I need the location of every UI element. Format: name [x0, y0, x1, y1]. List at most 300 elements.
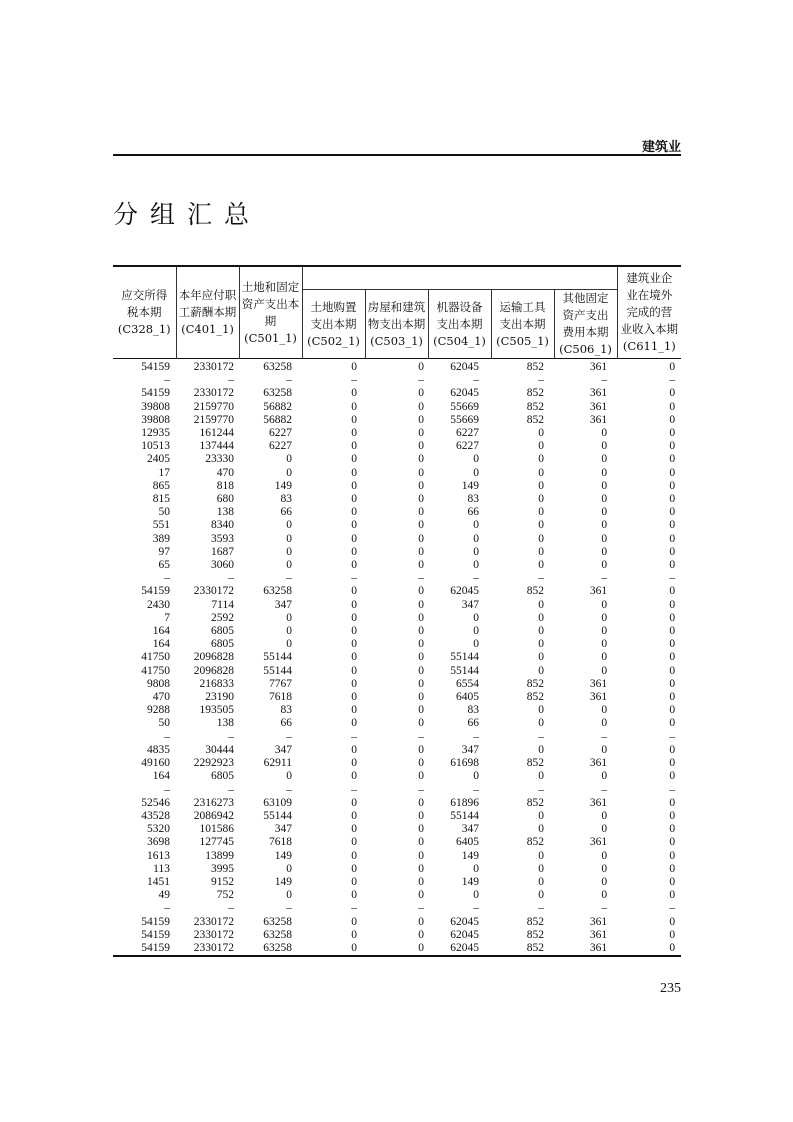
table-cell: – — [286, 730, 292, 743]
table-cell: 2330172 — [193, 941, 234, 954]
table-row — [113, 374, 681, 387]
table-cell: 0 — [286, 625, 292, 638]
table-cell: – — [538, 374, 544, 387]
table-cell: 8340 — [211, 519, 234, 532]
table-cell: 2330172 — [193, 928, 234, 941]
table-cell: 0 — [601, 598, 608, 611]
table-cell: – — [473, 730, 479, 743]
table-cell: 361 — [589, 836, 608, 849]
column-header-line: 土地和固定 — [241, 279, 300, 294]
table-row — [113, 585, 681, 598]
table-cell: – — [669, 783, 676, 796]
table-row — [113, 453, 681, 466]
table-cell: 54159 — [141, 361, 170, 373]
table-cell: 0 — [669, 598, 676, 611]
table-cell: 0 — [418, 493, 424, 506]
table-row — [113, 572, 681, 585]
table-cell: 0 — [669, 875, 676, 888]
table-cell: 66 — [280, 506, 292, 519]
table-cell: 0 — [418, 796, 424, 809]
table-cell: 2096828 — [193, 651, 234, 664]
table-cell: 0 — [669, 849, 676, 862]
table-cell: 0 — [538, 611, 544, 624]
table-cell: 65 — [158, 559, 170, 572]
table-cell: 0 — [538, 809, 544, 822]
table-cell: 2330172 — [193, 361, 234, 373]
table-cell: 0 — [286, 545, 292, 558]
table-cell: 0 — [669, 928, 676, 941]
table-cell: 2096828 — [193, 664, 234, 677]
table-row — [113, 387, 681, 400]
table-cell: 0 — [669, 836, 676, 849]
table-row — [113, 401, 681, 414]
table-cell: 0 — [418, 704, 424, 717]
column-header-line: (C502_1) — [307, 333, 360, 348]
table-cell: 852 — [526, 677, 544, 690]
table-cell: 66 — [280, 717, 292, 730]
table-cell: 0 — [351, 915, 357, 928]
table-cell: 66 — [467, 506, 479, 519]
table-cell: 0 — [351, 638, 357, 651]
table-cell: 0 — [351, 941, 357, 954]
table-cell: 0 — [601, 440, 608, 453]
table-cell: 56882 — [263, 413, 292, 426]
table-cell: 0 — [538, 559, 544, 572]
table-cell: 361 — [589, 757, 608, 770]
table-cell: – — [601, 730, 608, 743]
table-cell: 0 — [669, 479, 676, 492]
column-group-spacer — [302, 266, 617, 290]
running-head: 建筑业 — [641, 140, 681, 155]
table-cell: 0 — [601, 651, 608, 664]
table-cell: 6405 — [456, 836, 479, 849]
table-cell: 138 — [216, 717, 234, 730]
table-cell: 0 — [538, 453, 544, 466]
table-row — [113, 533, 681, 546]
table-cell: 0 — [601, 849, 608, 862]
table-cell: 0 — [351, 651, 357, 664]
table-cell: 6227 — [456, 427, 479, 440]
table-cell: 0 — [418, 625, 424, 638]
table-cell: 0 — [418, 928, 424, 941]
table-cell: 12935 — [141, 427, 170, 440]
table-cell: 9808 — [147, 677, 170, 690]
table-cell: 389 — [152, 532, 170, 545]
table-cell: 55144 — [450, 664, 479, 677]
table-cell: 164 — [152, 638, 170, 651]
table-row — [113, 757, 681, 770]
section-title: 分组汇总 — [113, 200, 262, 229]
table-cell: 0 — [538, 427, 544, 440]
column-header-line: 工薪酬本期 — [178, 305, 237, 319]
table-cell: – — [538, 572, 544, 585]
table-cell: 0 — [601, 532, 608, 545]
table-row — [113, 665, 681, 678]
table-row — [113, 902, 681, 915]
table-cell: 62045 — [450, 361, 479, 373]
table-cell: 0 — [669, 915, 676, 928]
column-header — [365, 290, 428, 359]
table-cell: 0 — [418, 915, 424, 928]
table-cell: 0 — [538, 625, 544, 638]
table-row — [113, 480, 681, 493]
table-cell: 61896 — [450, 796, 479, 809]
table-cell: 62045 — [450, 941, 479, 954]
table-cell: 10513 — [141, 440, 170, 453]
table-cell: 0 — [669, 770, 676, 783]
column-header-line: 税本期 — [127, 305, 162, 319]
table-cell: 62045 — [450, 387, 479, 400]
table-cell: – — [351, 374, 357, 387]
table-cell: 149 — [461, 875, 479, 888]
table-cell: 0 — [418, 849, 424, 862]
column-header-line: 支出本期 — [310, 316, 357, 331]
table-cell: 127745 — [199, 836, 234, 849]
table-cell: 0 — [669, 625, 676, 638]
table-cell: 0 — [351, 361, 357, 373]
table-cell: 0 — [418, 638, 424, 651]
table-cell: – — [228, 730, 234, 743]
table-cell: 0 — [418, 757, 424, 770]
column-header-line: (C611_1) — [622, 339, 676, 353]
table-cell: 0 — [669, 941, 676, 954]
table-cell: 2405 — [147, 453, 170, 466]
table-cell: 0 — [418, 440, 424, 453]
table-cell: 54159 — [141, 585, 170, 598]
table-cell: – — [164, 572, 170, 585]
table-row — [113, 414, 681, 427]
table-cell: 0 — [418, 427, 424, 440]
table-cell: – — [669, 572, 676, 585]
table-cell: 680 — [216, 493, 234, 506]
table-cell: 55144 — [263, 809, 292, 822]
table-cell: 0 — [473, 559, 479, 572]
table-cell: 0 — [351, 889, 357, 902]
table-cell: 55144 — [263, 664, 292, 677]
table-cell: 0 — [418, 479, 424, 492]
table-cell: 39808 — [141, 413, 170, 426]
table-cell: – — [351, 902, 357, 915]
column-header — [491, 290, 554, 359]
table-cell: 852 — [526, 796, 544, 809]
table-cell: 0 — [351, 400, 357, 413]
table-row — [113, 427, 681, 440]
table-cell: 0 — [351, 862, 357, 875]
table-cell: 0 — [538, 506, 544, 519]
table-cell: 0 — [538, 743, 544, 756]
table-cell: 0 — [669, 361, 676, 373]
table-cell: 149 — [274, 479, 292, 492]
table-cell: 361 — [589, 585, 608, 598]
table-cell: 3060 — [211, 559, 234, 572]
table-cell: 0 — [473, 466, 479, 479]
column-header — [239, 266, 302, 359]
table-cell: – — [418, 730, 424, 743]
column-header-line: 本年应付职 — [178, 288, 237, 302]
table-cell: 0 — [351, 413, 357, 426]
table-cell: 0 — [351, 519, 357, 532]
table-cell: 2430 — [147, 598, 170, 611]
table-cell: 0 — [601, 743, 608, 756]
table-cell: 0 — [351, 545, 357, 558]
column-header-line: 支出本期 — [499, 316, 546, 331]
table-cell: 0 — [418, 651, 424, 664]
table-cell: 4835 — [147, 743, 170, 756]
column-header — [113, 266, 176, 359]
table-cell: 852 — [526, 585, 544, 598]
table-cell: 0 — [473, 638, 479, 651]
table-cell: 752 — [216, 889, 234, 902]
table-cell: 361 — [589, 941, 608, 954]
table-cell: 63258 — [263, 915, 292, 928]
table-cell: 0 — [418, 717, 424, 730]
table-cell: 7618 — [269, 836, 292, 849]
table-cell: 0 — [669, 743, 676, 756]
table-cell: 193505 — [199, 704, 234, 717]
column-header-line: 业在境外 — [626, 288, 673, 302]
table-cell: – — [418, 572, 424, 585]
table-cell: 347 — [274, 823, 292, 836]
table-cell: 2316273 — [193, 796, 234, 809]
table-cell: 0 — [538, 532, 544, 545]
table-row — [113, 876, 681, 889]
table-cell: – — [164, 730, 170, 743]
table-cell: 0 — [601, 427, 608, 440]
table-cell: 0 — [286, 862, 292, 875]
column-header-line: 期(C501_1) — [244, 313, 297, 345]
table-cell: 361 — [589, 915, 608, 928]
table-cell: 0 — [351, 928, 357, 941]
table-cell: 23190 — [205, 691, 234, 704]
table-cell: 17 — [158, 466, 170, 479]
table-cell: 0 — [351, 809, 357, 822]
table-cell: 0 — [473, 889, 479, 902]
table-cell: 7 — [164, 611, 170, 624]
table-cell: 0 — [538, 717, 544, 730]
table-cell: 0 — [538, 545, 544, 558]
table-cell: 0 — [473, 770, 479, 783]
table-cell: 0 — [669, 704, 676, 717]
table-cell: 0 — [286, 532, 292, 545]
table-cell: 0 — [351, 743, 357, 756]
table-cell: 138 — [216, 506, 234, 519]
table-row — [113, 546, 681, 559]
table-cell: 0 — [669, 506, 676, 519]
table-cell: 6227 — [456, 440, 479, 453]
table-cell: 63258 — [263, 941, 292, 954]
table-cell: 0 — [669, 611, 676, 624]
table-cell: 0 — [538, 440, 544, 453]
column-header — [302, 290, 365, 359]
table-cell: – — [418, 783, 424, 796]
table-cell: 7618 — [269, 691, 292, 704]
table-cell: 0 — [418, 889, 424, 902]
table-row — [113, 519, 681, 532]
table-row — [113, 731, 681, 744]
table-cell: 0 — [601, 717, 608, 730]
table-cell: 52546 — [141, 796, 170, 809]
table-header — [113, 266, 681, 359]
table-cell: 0 — [473, 862, 479, 875]
table-cell: – — [351, 730, 357, 743]
table-cell: 0 — [418, 677, 424, 690]
table-cell: 0 — [286, 559, 292, 572]
table-row — [113, 625, 681, 638]
table-cell: 63258 — [263, 928, 292, 941]
table-cell: – — [164, 902, 170, 915]
table-cell: – — [538, 730, 544, 743]
table-cell: 3995 — [211, 862, 234, 875]
page-number: 235 — [660, 981, 681, 996]
table-cell: 852 — [526, 836, 544, 849]
table-row — [113, 889, 681, 902]
table-cell: 0 — [351, 453, 357, 466]
table-row — [113, 704, 681, 717]
table-cell: – — [286, 902, 292, 915]
table-row — [113, 770, 681, 783]
table-cell: 0 — [538, 770, 544, 783]
table-cell: 0 — [538, 862, 544, 875]
table-cell: 0 — [669, 453, 676, 466]
table-cell: 0 — [601, 823, 608, 836]
table-cell: 0 — [351, 796, 357, 809]
table-row — [113, 467, 681, 480]
table-cell: 63258 — [263, 585, 292, 598]
table-cell: 0 — [351, 770, 357, 783]
table-cell: 3698 — [147, 836, 170, 849]
table-cell: 0 — [538, 664, 544, 677]
table-row — [113, 440, 681, 453]
column-header-line: 运输工具 — [499, 299, 546, 314]
table-cell: 0 — [538, 466, 544, 479]
table-cell: 852 — [526, 400, 544, 413]
table-cell: – — [228, 572, 234, 585]
table-cell: 62911 — [263, 757, 292, 770]
table-cell: 551 — [152, 519, 170, 532]
column-header — [617, 266, 681, 359]
column-header-line: 资产支出本 — [241, 296, 300, 311]
table-cell: 0 — [418, 743, 424, 756]
table-cell: 0 — [538, 493, 544, 506]
table-cell: 0 — [473, 519, 479, 532]
column-header — [554, 290, 617, 359]
table-cell: 0 — [351, 677, 357, 690]
table-cell: 0 — [669, 440, 676, 453]
table-cell: 0 — [538, 638, 544, 651]
table-cell: 1451 — [147, 875, 170, 888]
table-cell: 0 — [669, 757, 676, 770]
table-cell: – — [351, 783, 357, 796]
table-cell: 62045 — [450, 585, 479, 598]
table-cell: 852 — [526, 413, 544, 426]
table-cell: 1613 — [147, 849, 170, 862]
table-cell: 0 — [538, 479, 544, 492]
table-row — [113, 599, 681, 612]
table-cell: 852 — [526, 915, 544, 928]
table-cell: 0 — [669, 585, 676, 598]
table-cell: 361 — [589, 796, 608, 809]
table-cell: 2330172 — [193, 585, 234, 598]
table-cell: 113 — [153, 862, 170, 875]
table-cell: – — [164, 374, 170, 387]
table-cell: 0 — [418, 836, 424, 849]
table-cell: 0 — [538, 519, 544, 532]
table-cell: 0 — [286, 770, 292, 783]
table-cell: 361 — [589, 400, 608, 413]
table-cell: 0 — [669, 717, 676, 730]
table-cell: 0 — [418, 941, 424, 954]
table-cell: 0 — [351, 664, 357, 677]
table-cell: 63109 — [263, 796, 292, 809]
table-cell: – — [601, 374, 608, 387]
table-cell: 0 — [669, 651, 676, 664]
table-cell: 7114 — [211, 598, 234, 611]
table-cell: 2159770 — [193, 400, 234, 413]
table-cell: – — [601, 902, 608, 915]
table-cell: – — [228, 783, 234, 796]
column-header-line: 建筑业企 — [626, 271, 673, 285]
table-cell: 0 — [418, 862, 424, 875]
table-cell: 0 — [351, 532, 357, 545]
table-row — [113, 836, 681, 849]
table-row — [113, 929, 681, 942]
table-cell: 0 — [351, 691, 357, 704]
table-row — [113, 559, 681, 572]
table-cell: 0 — [351, 479, 357, 492]
table-cell: 50 — [158, 717, 170, 730]
table-cell: 347 — [461, 743, 479, 756]
table-cell: 347 — [461, 598, 479, 611]
table-row — [113, 651, 681, 664]
table-row — [113, 942, 681, 956]
table-row — [113, 638, 681, 651]
column-header-line: 应交所得 — [121, 288, 168, 302]
table-cell: 83 — [280, 704, 292, 717]
table-cell: 361 — [589, 677, 608, 690]
table-cell: 0 — [473, 625, 479, 638]
table-body — [113, 359, 681, 957]
table-cell: 83 — [467, 704, 479, 717]
table-cell: 0 — [351, 387, 357, 400]
table-cell: 852 — [526, 757, 544, 770]
table-cell: 0 — [601, 466, 608, 479]
table-cell: – — [473, 783, 479, 796]
table-cell: 852 — [526, 928, 544, 941]
table-cell: – — [228, 902, 234, 915]
table-row — [113, 797, 681, 810]
table-cell: 0 — [669, 862, 676, 875]
table-cell: 0 — [601, 875, 608, 888]
table-cell: 0 — [538, 823, 544, 836]
table-cell: 0 — [418, 875, 424, 888]
table-cell: 3593 — [211, 532, 234, 545]
table-cell: 0 — [601, 453, 608, 466]
table-cell: 0 — [669, 532, 676, 545]
table-cell: 7767 — [269, 677, 292, 690]
table-cell: 0 — [601, 493, 608, 506]
table-cell: 0 — [538, 889, 544, 902]
table-cell: 0 — [669, 400, 676, 413]
table-cell: 0 — [351, 704, 357, 717]
table-cell: 0 — [538, 651, 544, 664]
table-cell: 83 — [467, 493, 479, 506]
table-cell: 5320 — [147, 823, 170, 836]
table-cell: 0 — [351, 836, 357, 849]
table-cell: 0 — [286, 638, 292, 651]
table-cell: 97 — [158, 545, 170, 558]
table-cell: 63258 — [263, 361, 292, 373]
table-cell: 0 — [669, 519, 676, 532]
